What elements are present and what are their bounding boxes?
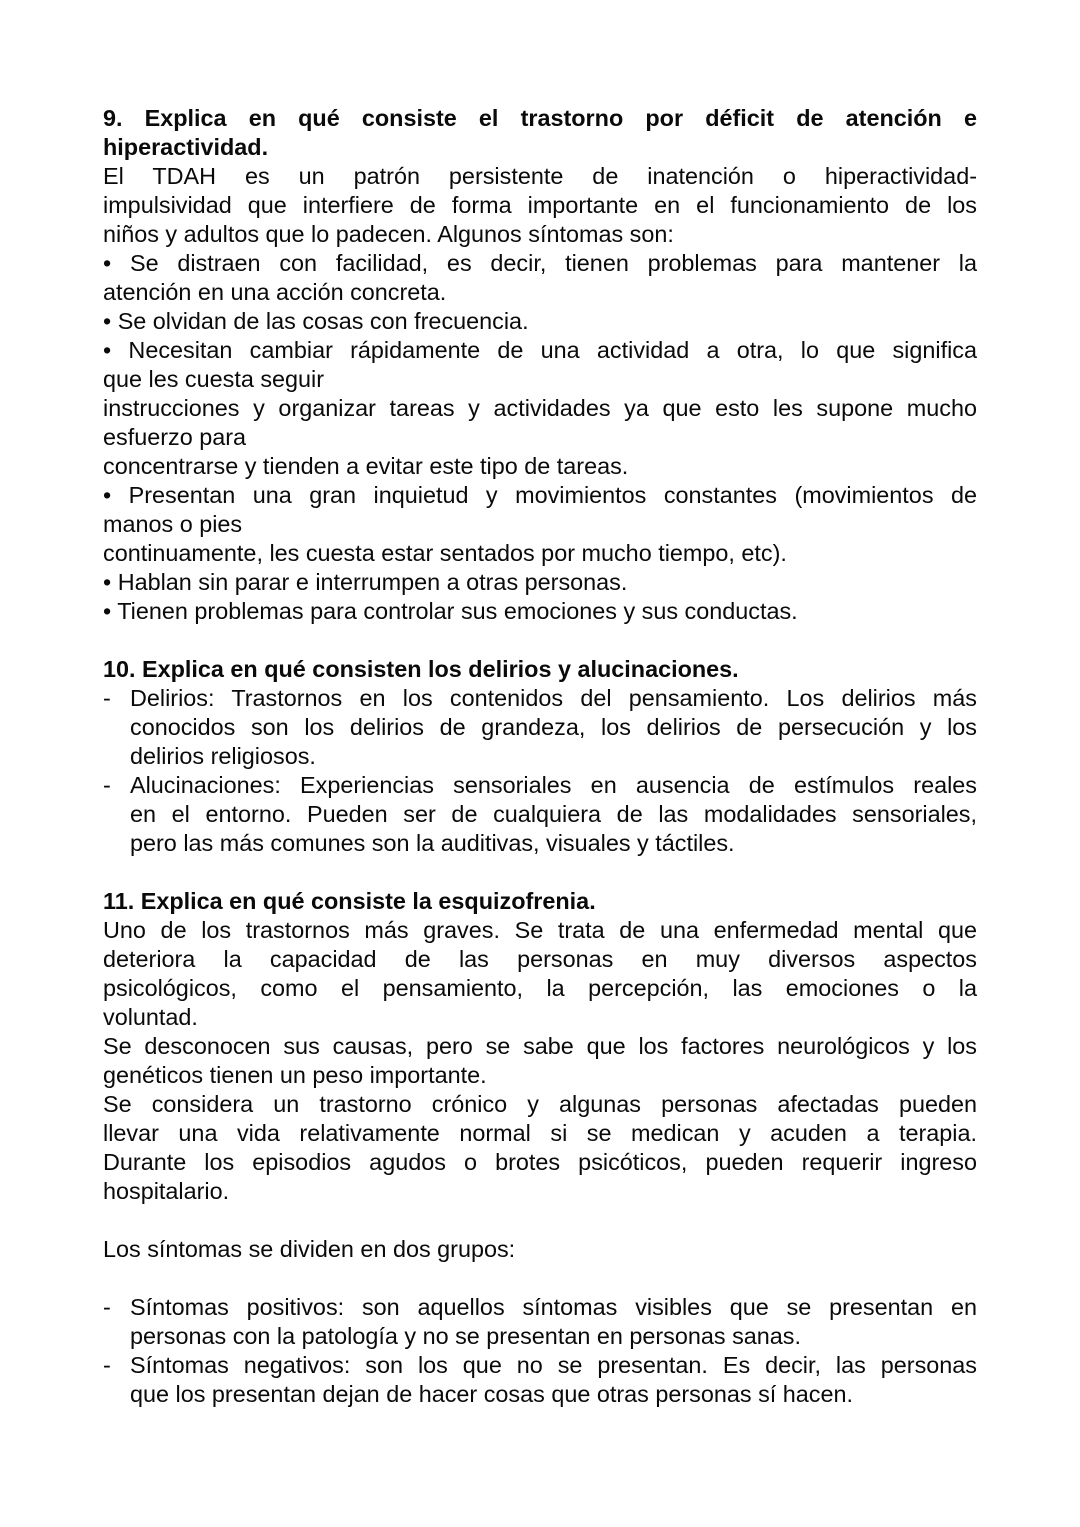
bullet-item-line: manos o pies [103, 511, 243, 537]
bullet-item-line: • Presentan una gran inquietud y movimientos constantes (movimientos de [103, 482, 977, 508]
list-item-line: que los presentan dejan de hacer cosas que otras personas sí hacen. [130, 1381, 853, 1407]
paragraph-line: genéticos tienen un peso importante. [103, 1062, 487, 1088]
bullet-item-line: • Necesitan cambiar rápidamente de una actividad a otra, lo que significa [103, 337, 977, 363]
dash-marker: - [103, 1294, 111, 1320]
section-spacer [103, 858, 977, 887]
question-11-title: 11. Explica en qué consiste la esquizofrenia. [103, 888, 596, 914]
paragraph-line: llevar una vida relativamente normal si se medican y acuden a terapia. [103, 1120, 977, 1146]
question-9-section [103, 104, 977, 626]
dash-list-item [103, 1351, 977, 1409]
list-item-line: en el entorno. Pueden ser de cualquiera de las modalidades sensoriales, [130, 801, 977, 827]
list-item-line: Delirios: Trastornos en los contenidos del pensamiento. Los delirios más [130, 685, 977, 711]
bullet-item-line: • Se olvidan de las cosas con frecuencia. [103, 308, 529, 334]
bullet-item-line: esfuerzo para [103, 424, 247, 450]
question-9-title-line-2: hiperactividad. [103, 134, 269, 160]
paragraph-line: Uno de los trastornos más graves. Se trata de una enfermedad mental que [103, 917, 977, 943]
paragraph-line: hospitalario. [103, 1178, 230, 1204]
paragraph-line: psicológicos, como el pensamiento, la percepción, las emociones o la [103, 975, 977, 1001]
dash-list-item [103, 771, 977, 858]
dash-marker: - [103, 772, 111, 798]
section-spacer [103, 626, 977, 655]
list-item-line: personas con la patología y no se presentan en personas sanas. [130, 1323, 801, 1349]
bullet-item-line: • Hablan sin parar e interrumpen a otras personas. [103, 569, 628, 595]
paragraph-line: voluntad. [103, 1004, 198, 1030]
bullet-item-line: concentrarse y tienden a evitar este tipo de tareas. [103, 453, 629, 479]
bullet-item-line: • Se distraen con facilidad, es decir, tienen problemas para mantener la [103, 250, 977, 276]
paragraph-line: Se desconocen sus causas, pero se sabe que los factores neurológicos y los [103, 1033, 977, 1059]
list-item-line: Alucinaciones: Experiencias sensoriales en ausencia de estímulos reales [130, 772, 977, 798]
question-9-title-line-1: 9. Explica en qué consiste el trastorno por déficit de atención e [103, 105, 977, 131]
bullet-item-line: atención en una acción concreta. [103, 279, 447, 305]
document-page [103, 104, 977, 1409]
list-item-line: Síntomas negativos: son los que no se presentan. Es decir, las personas [130, 1352, 977, 1378]
list-item-line: delirios religiosos. [130, 743, 316, 769]
list-item-line: Síntomas positivos: son aquellos síntomas visibles que se presentan en [130, 1294, 977, 1320]
paragraph-line: niños y adultos que lo padecen. Algunos síntomas son: [103, 221, 674, 247]
dash-marker: - [103, 1352, 111, 1378]
question-11-section [103, 887, 977, 1409]
paragraph-line: Durante los episodios agudos o brotes psicóticos, pueden requerir ingreso [103, 1149, 977, 1175]
dash-marker: - [103, 685, 111, 711]
paragraph-line: Se considera un trastorno crónico y algunas personas afectadas pueden [103, 1091, 977, 1117]
paragraph-line: El TDAH es un patrón persistente de inatención o hiperactividad- [103, 163, 977, 189]
paragraph-line: deteriora la capacidad de las personas en muy diversos aspectos [103, 946, 977, 972]
question-10-section [103, 655, 977, 858]
bullet-item-line: instrucciones y organizar tareas y actividades ya que esto les supone mucho [103, 395, 977, 421]
paragraph-line: impulsividad que interfiere de forma importante en el funcionamiento de los [103, 192, 977, 218]
paragraph-line: Los síntomas se dividen en dos grupos: [103, 1236, 516, 1262]
dash-list-item [103, 684, 977, 771]
paragraph-spacer [103, 1264, 977, 1293]
bullet-item-line: • Tienen problemas para controlar sus emociones y sus conductas. [103, 598, 798, 624]
dash-list-item [103, 1293, 977, 1351]
list-item-line: pero las más comunes son la auditivas, visuales y táctiles. [130, 830, 735, 856]
bullet-item-line: continuamente, les cuesta estar sentados por mucho tiempo, etc). [103, 540, 787, 566]
list-item-line: conocidos son los delirios de grandeza, los delirios de persecución y los [130, 714, 977, 740]
question-10-title: 10. Explica en qué consisten los delirios y alucinaciones. [103, 656, 739, 682]
paragraph-spacer [103, 1206, 977, 1235]
bullet-item-line: que les cuesta seguir [103, 366, 325, 392]
